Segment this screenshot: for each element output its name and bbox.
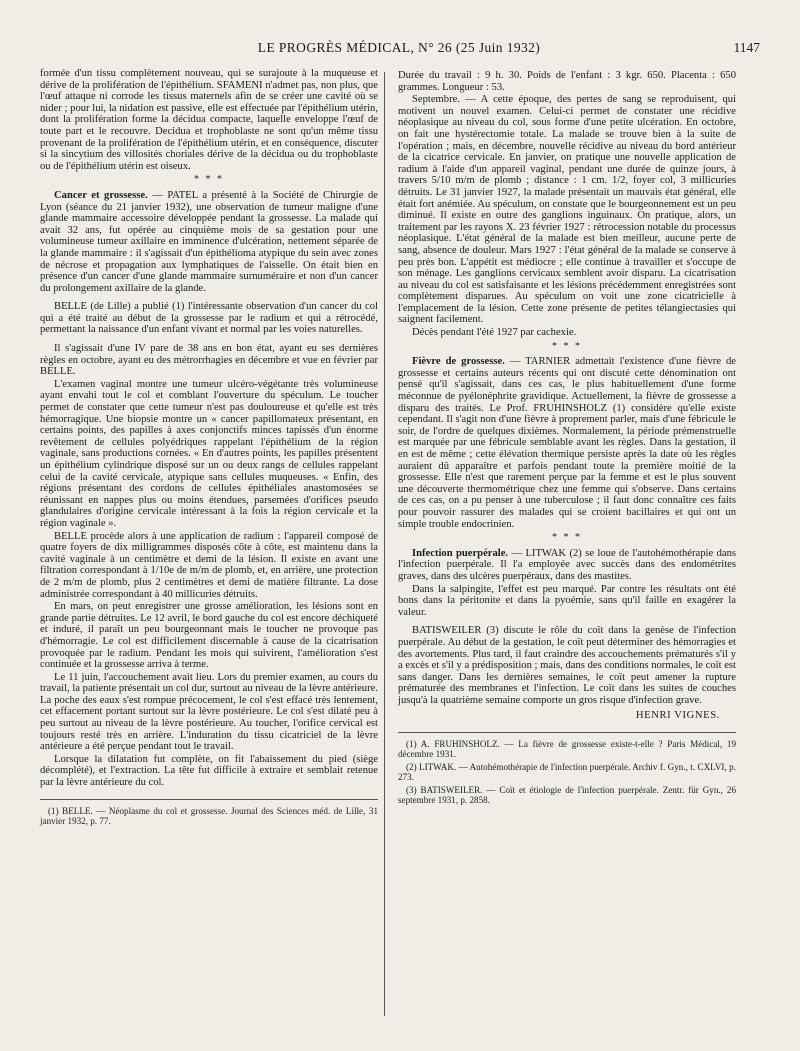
- footnote: (1) BELLE. — Néoplasme du col et grossesse. Journal des Sciences méd. de Lille, 31 janvier 1932, p. 77.: [40, 805, 378, 827]
- footnote: (1) A. FRUHINSHOLZ. — La fièvre de grossesse existe-t-elle ? Paris Médical, 19 décembre 1931.: [398, 739, 736, 760]
- footnote: (2) LITWAK. — Autohémothérapie de l'infection puerpérale. Archiv f. Gyn., t. CXLVI, p. 273.: [398, 761, 736, 783]
- paragraph: Il s'agissait d'une IV pare de 38 ans en bon état, ayant eu ses dernières règles en octobre, ayant eu des métrorrhagies en décembre et vue en février par BELLE.: [40, 343, 378, 378]
- paragraph: BATISWEILER (3) discute le rôle du coït dans la genèse de l'infection puerpérale. Au début de la gestation, le coït peut déterminer des hémorragies et des avortements. Plus tard, il faut craindre des accouchements prématurés s'il y a excès et s'il y a prédisposition ; mais, dans des conditions normales, le coït est sans danger. Dans les dernières semaines, le coït peut amener la rupture prématurée des membranes et l'infection. Le coït dans les suites de couches jusqu'à la quatrième semaine comporte un gros risque d'infection grave.: [398, 625, 736, 706]
- section-cancer-grossesse: [40, 190, 378, 294]
- paragraph: formée d'un tissu complètement nouveau, qui se surajoute à la muqueuse et dérive de la prolifération de l'épithélium. SFAMENI n'admet pas, non plus, que l'œuf attaque ni corrode les tissus maternels afin de se créer une cavité où se nider ; pour lui, la nidation est passive, elle est effectuée par l'épithélium utérin, dont la prolifération forme la décidua compacte, laquelle enveloppe l'œuf de toute part et le recouvre. Decidua et trophoblaste ne sont qu'un même tissu provenant de la prolifération de l'épithélium utérin, et en conséquence, discuter si la sincytium des villosités choriales dérive de la décidua ou du trophoblaste ou de l'épithélium utérin est oiseux.: [40, 68, 378, 172]
- section-fievre-grossesse: [398, 356, 736, 530]
- section-text: — LITWAK (2) se loue de l'autohémothérapie dans l'infection puerpérale. Il l'a employée avec succès dans des endométrites graves, dans des ulcères puerpéraux, dans des mastites.: [398, 547, 736, 582]
- page-header: [38, 40, 760, 58]
- section-separator: * * *: [552, 340, 582, 352]
- column-divider: [384, 72, 385, 1016]
- section-title: Cancer et grossesse.: [54, 189, 148, 201]
- footnotes: [40, 799, 378, 827]
- section-infection-puerperale: [398, 548, 736, 583]
- section-title: Infection puerpérale.: [412, 547, 509, 559]
- paragraph: Dans la salpingite, l'effet est peu marqué. Par contre les résultats ont été bons dans la péritonite et dans la pyoémie, sans qu'il faille en exagérer la valeur.: [398, 583, 736, 618]
- paragraph: BELLE procède alors à une application de radium : l'appareil composé de quatre foyers de dix milligrammes disposés côte à côte, est maintenu dans la cavité vaginale à un centimètre et demi de la lésion. Il existe en avant une filtration correspondant à 1/10e de m/m de plomb, et, en arrière, une protection de 2 m/m de plomb, plus 2 centimètres et demi de matière filtrante. La dose administrée correspondant à 40 millicuries détruits.: [40, 530, 378, 600]
- paragraph: BELLE (de Lille) a publié (1) l'intéressante observation d'un cancer du col qui a été traité au début de la grossesse par le radium et qui a rétrocédé, permettant la naissance d'un enfant vivant et normal par les voies naturelles.: [40, 301, 378, 336]
- author-signature: HENRI VIGNES.: [635, 710, 720, 722]
- paragraph: Septembre. — A cette époque, des pertes de sang se reproduisent, qui motivent un nouvel examen. Celui-ci permet de constater une récidive néoplasique au niveau du col, sous forme d'une petite ulcération. En octobre, on fait une hystérectomie totale. La malade se trouve bien à la suite de l'opération ; mais, en décembre, nouvelle récidive au niveau du bord antérieur de la cicatrice cervicale. En janvier, on pratique une nouvelle application de radium à l'aide d'un appareil vaginal, pendant une durée de quinze jours, à travers 5/10 m/m de plomb ; distance : 1 cm. 1/2, foyer col, 3 millicuries détruits. Le 31 janvier 1927, la malade présentait un mauvais état général, elle était fort anémiée. Au spéculum, on constate que le bourgeonnement est un peu diminué. Il existe en outre des ganglions inguinaux. On pratique, alors, un traitement par les rayons X. 23 février 1927 : rétrocession notable du processus néoplasique. L'état général de la malade est bien meilleur, aucune perte de sang, absence de douleur. Mars 1927 : l'état général de la malade se conserve à peu près bon. L'appétit est médiocre ; elle continue à travailler et s'occupe de son ménage. Les ganglions cervicaux semblent avoir disparu. La cicatrisation au niveau du col est satisfaisante et les lésions précédemment enregistrées sont complètement disparues. Au spéculum on voit une zone cicatricielle à l'emplacement de la lésion. Cette zone présente de petites télangiectasies qui saignent facilement.: [398, 94, 736, 326]
- paragraph: Lorsque la dilatation fut complète, on fit l'abaissement du pied (siège décomplété), et l'extraction. La tête fut difficile à extraire et semblait retenue par la lèvre antérieure du col.: [40, 753, 378, 789]
- paragraph: Durée du travail : 9 h. 30. Poids de l'enfant : 3 kgr. 650. Placenta : 650 grammes. Longueur : 53.: [398, 70, 736, 93]
- footnotes: [398, 732, 736, 805]
- section-title: Fièvre de grossesse.: [412, 356, 505, 368]
- page-number: 1147: [733, 40, 760, 55]
- paragraph: En mars, on peut enregistrer une grosse amélioration, les lésions sont en grande partie détruites. Le 12 avril, le bord gauche du col est encore déchiqueté et induré, il paraît un peu bourgeonnant mais le toucher ne provoque pas d'hémorragie. Le col est difficilement discernable à cause de la cicatrisation provoquée par le radium. Pendant les mois qui suivirent, l'amélioration s'est continuée et la grossesse arriva à terme.: [40, 601, 378, 671]
- section-separator: * * *: [552, 532, 582, 544]
- left-column: [40, 68, 378, 828]
- journal-title: LE PROGRÈS MÉDICAL, N° 26 (25 Juin 1932): [257, 40, 541, 55]
- section-text: — TARNIER admettait l'existence d'une fièvre de grossesse et certains auteurs récents qui ont discuté cette dénomination ont pensé qu'il s'agissait, dans ces cas, le plus habituellement d'une forme méconnue de pyélonéphrite gravidique. Actuellement, la fièvre de grossesse a disparu des traités. Le Prof. FRUHINSHOLZ (1) considère qu'elle existe cependant. Il s'agit non d'une fièvre à proprement parler, mais d'une fébricule le soir, de l'ordre de quelques dixièmes. Normalement, la période prémenstruelle est marquée par une fébricule semblable avant les règles. Dans la gestation, il en est de même ; cette élévation thermique persiste après la date où les règles auraient dû apparaître et parfois pendant toute la première moitié de la grossesse. Elle n'est que rarement perçue par la femme et est le plus souvent une découverte thermométrique chez une femme qui s'observe. Dans certains de ces cas, on a pu penser à une tuberculose ; il faut donc connaître ces faits pour pouvoir rassurer des malades qui se croient bacillaires et qui ont un simple trouble endocrinien.: [398, 356, 736, 530]
- section-text: — PATEL a présenté à la Société de Chirurgie de Lyon (séance du 21 janvier 1932), une observation de tumeur maligne d'une glande mammaire accessoire développée pendant la grossesse. La malade qui avait 32 ans, fut opérée au cinquième mois de sa gestation pour une volumineuse tumeur axillaire en imminence d'ulcération, nettement séparée de la glande mammaire : il s'agissait d'un épithélioma atypique du sein avec zones de nécrose et propagation aux lymphatiques de l'aisselle. On était bien en présence d'un cancer d'une glande mammaire surnuméraire et non d'un cancer du prolongement axillaire de la glande.: [40, 189, 378, 294]
- right-column: [398, 70, 736, 808]
- paragraph: Le 11 juin, l'accouchement avait lieu. Lors du premier examen, au cours du travail, la patiente présentait un col dur, surtout au niveau de la lèvre antérieure. La poche des eaux s'est rompue précocement, le col s'est effacé très lentement, cet effacement portant surtout sur la lèvre postérieure. Le col s'est dilaté peu à peu surtout au niveau de la lèvre postérieure. Au toucher, l'orifice cervical est toujours resté très en arrière. L'induration du tissu cicatriciel de la lèvre antérieure a été perçue pendant tout le travail.: [40, 671, 378, 753]
- paragraph: Décès pendant l'été 1927 par cachexie.: [412, 327, 577, 339]
- section-separator: * * *: [194, 174, 224, 186]
- paragraph: L'examen vaginal montre une tumeur ulcéro-végétante très volumineuse ayant envahi tout le col et comblant l'ouverture du spéculum. Le toucher permet de constater que cette tumeur n'est pas douloureuse et qu'elle est très hémorragique. Une biopsie montre un « cancer papillomateux présentant, en certains points, des papilles à axes conjonctifs minces tapissés d'un énorme revêtement de cellules polyédriques rappelant l'épithélium de la région vaginale, sans productions cornées. « En d'autres points, les papilles présentent un épithélium cylindrique disposé sur un ou deux rangs de cellules rappelant celui de la cavité cervicale, atypique sans cellules muqueuses. « Enfin, des régions présentant des cordons de cellules épithéliales anastomosées se réunissant en nappes plus ou moins étendues, parsemées d'orifices pseudo glandulaires d'origine cervicale intéressant à la fois la région cervicale et la région vaginale ».: [40, 378, 378, 529]
- footnote: (3) BATISWEILER. — Coït et étiologie de l'infection puerpérale. Zentr. für Gyn., 26 septembre 1931, p. 2858.: [398, 784, 736, 806]
